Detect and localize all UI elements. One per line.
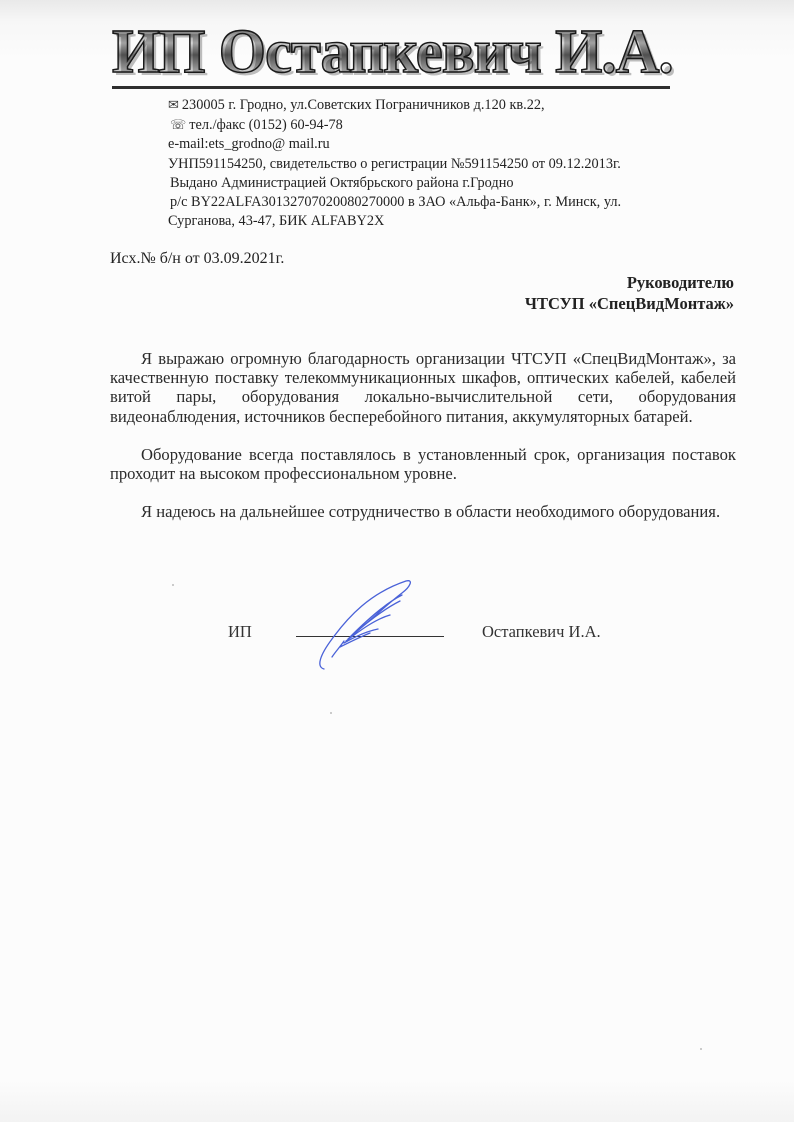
contact-bank-account: р/с BY22ALFA30132707020080270000 в ЗАО «Альфа-Банк», г. Минск, ул. [170,194,622,211]
body-paragraph: Я надеюсь на дальнейшее сотрудничество в области необходимого оборудования. [141,502,721,522]
scan-speck [700,1048,702,1050]
handwritten-signature [310,575,420,675]
contact-bank-address: Сурганова, 43-47, БИК ALFABY2X [168,213,385,230]
letterhead-divider [112,86,670,89]
signature-stroke [320,581,411,669]
outgoing-reference: Исх.№ б/н от 03.09.2021г. [110,250,285,267]
addressee-title: Руководителю [626,273,734,292]
letter-body [110,349,736,540]
body-paragraph: Я выражаю огромную благодарность организации ЧТСУП «СпецВидМонтаж», за качественную поставку телекоммуникационных шкафов, оптических кабелей, кабелей витой пары, оборудования локально-вычислительной сети, оборудования видеонаблюдения, источников бесперебойного питания, аккумуляторных батарей. [110,349,736,426]
scan-speck [172,584,174,586]
signatory-name: Остапкевич И.А. [482,622,601,641]
contact-email: e-mail:ets_grodno@ mail.ru [168,136,330,153]
scan-speck [330,712,332,714]
letterhead-contacts [168,95,708,231]
contact-address: ✉ 230005 г. Гродно, ул.Советских Пограничников д.120 кв.22, [168,97,545,113]
contact-registration: УНП591154250, свидетельство о регистрации №591154250 от 09.12.2013г. [168,155,621,172]
envelope-icon: ✉ [168,97,179,112]
signature-title: ИП [228,622,252,641]
body-paragraph: Оборудование всегда поставлялось в установленный срок, организация поставок проходит на высоком профессиональном уровне. [110,444,736,484]
addressee [525,272,734,314]
letterhead-logo: ИП Остапкевич И.А. [112,18,673,86]
addressee-organization: ЧТСУП «СпецВидМонтаж» [524,294,734,313]
contact-issued-by: Выдано Администрацией Октябрьского района г.Гродно [170,174,514,191]
contact-phone: ☏ тел./факс (0152) 60-94-78 [170,117,343,134]
telephone-icon: ☏ [170,117,187,133]
